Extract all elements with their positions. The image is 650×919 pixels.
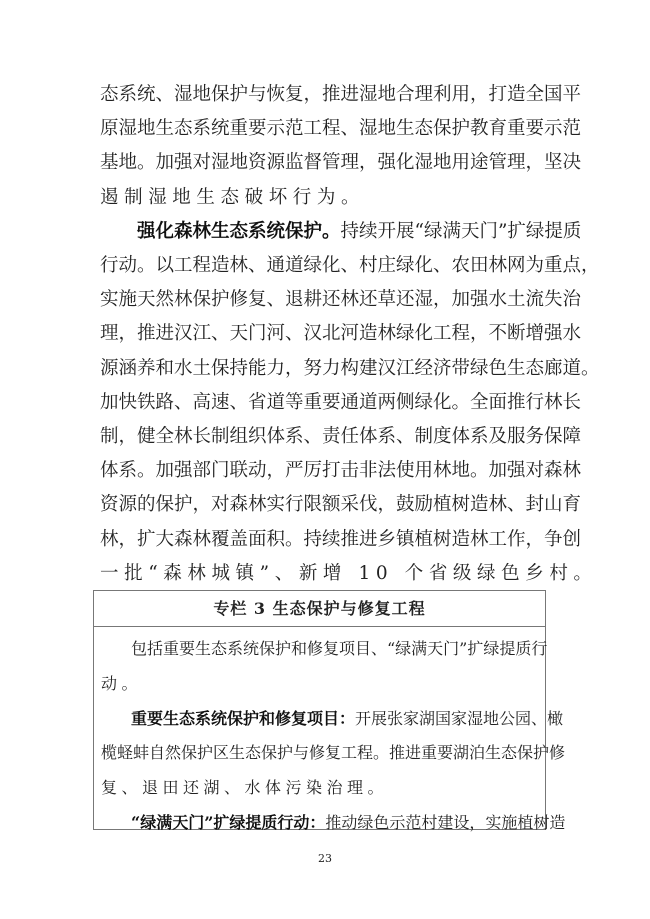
body-line (100, 426, 582, 448)
page-number: 23 (318, 852, 332, 865)
line-text: 动。 (101, 673, 143, 693)
line-text: 持续开展“绿满天门”扩绿提质 (340, 220, 582, 242)
line-text: 原湿地生态系统重要示范工程、湿地生态保护教育重要示范 (100, 118, 582, 140)
line-text: 包括重要生态系统保护和修复项目、“绿满天门”扩绿提质行 (131, 639, 548, 658)
line-text: 推动绿色示范村建设，实施植树造 (325, 813, 566, 832)
line-text: 复、退田还湖、水体污染治理。 (101, 778, 389, 798)
box-line (101, 743, 566, 763)
line-text: 理，推进汉江、天门河、汉北河造林绿化工程，不断增强水 (100, 323, 582, 345)
line-text: 制，健全林长制组织体系、责任体系、制度体系及服务保障 (100, 426, 582, 447)
body-line (100, 323, 582, 345)
line-text: 资源的保护，对森林实行限额采伐，鼓励植树造林、封山育 (100, 494, 582, 516)
line-text: 开展张家湖国家湿地公园、橄 (355, 708, 564, 728)
line-text: 一批“森林城镇”、新增 10 个省级绿色乡村。 (100, 562, 598, 584)
line-text: 加快铁路、高速、省道等重要通道两侧绿化。全面推行林长 (100, 391, 582, 413)
line-text: 态系统、湿地保护与恢复，推进湿地合理利用，打造全国平 (100, 84, 582, 105)
body-line (100, 528, 582, 551)
body-line (100, 562, 598, 585)
body-line (100, 187, 556, 209)
box-line (101, 639, 548, 659)
line-text: 实施天然林保护修复、退耕还林还草还湿，加强水土流失治 (100, 289, 582, 311)
box-title: 专栏 3 生态保护与修复工程 (94, 591, 545, 627)
body-line (100, 118, 582, 140)
bold-heading: 重要生态系统保护和修复项目： (131, 708, 356, 728)
body-line (100, 289, 582, 311)
line-text: 林，扩大森林覆盖面积。持续推进乡镇植树造林工作，争创 (100, 528, 582, 550)
box-line (101, 674, 539, 694)
special-column-box (93, 590, 566, 832)
line-text: 遏制湿地生态破坏行为。 (100, 186, 366, 208)
body-line (100, 152, 582, 174)
body-line (100, 460, 582, 482)
body-line (100, 84, 582, 106)
bold-heading: 强化森林生态系统保护。 (137, 220, 341, 242)
line-text: 源涵养和水土保持能力，努力构建汉江经济带绿色生态廊道。 (100, 357, 600, 379)
body-line (100, 220, 582, 243)
body-line (100, 494, 582, 516)
line-text: 榄蛏蚌自然保护区生态保护与修复工程。推进重要湖泊生态保护修 (101, 743, 566, 763)
body-line (100, 255, 600, 277)
body-line (100, 391, 582, 414)
line-text: 基地。加强对湿地资源监督管理，强化湿地用途管理，坚决 (100, 152, 582, 174)
bold-heading: “绿满天门”扩绿提质行动： (131, 813, 326, 832)
box-line (101, 778, 539, 798)
line-text: 体系。加强部门联动，严厉打击非法使用林地。加强对森林 (100, 460, 582, 482)
body-line (100, 357, 600, 380)
box-line (101, 813, 566, 833)
line-text: 行动。以工程造林、通道绿化、村庄绿化、农田林网为重点， (100, 255, 600, 276)
box-line (101, 708, 564, 729)
